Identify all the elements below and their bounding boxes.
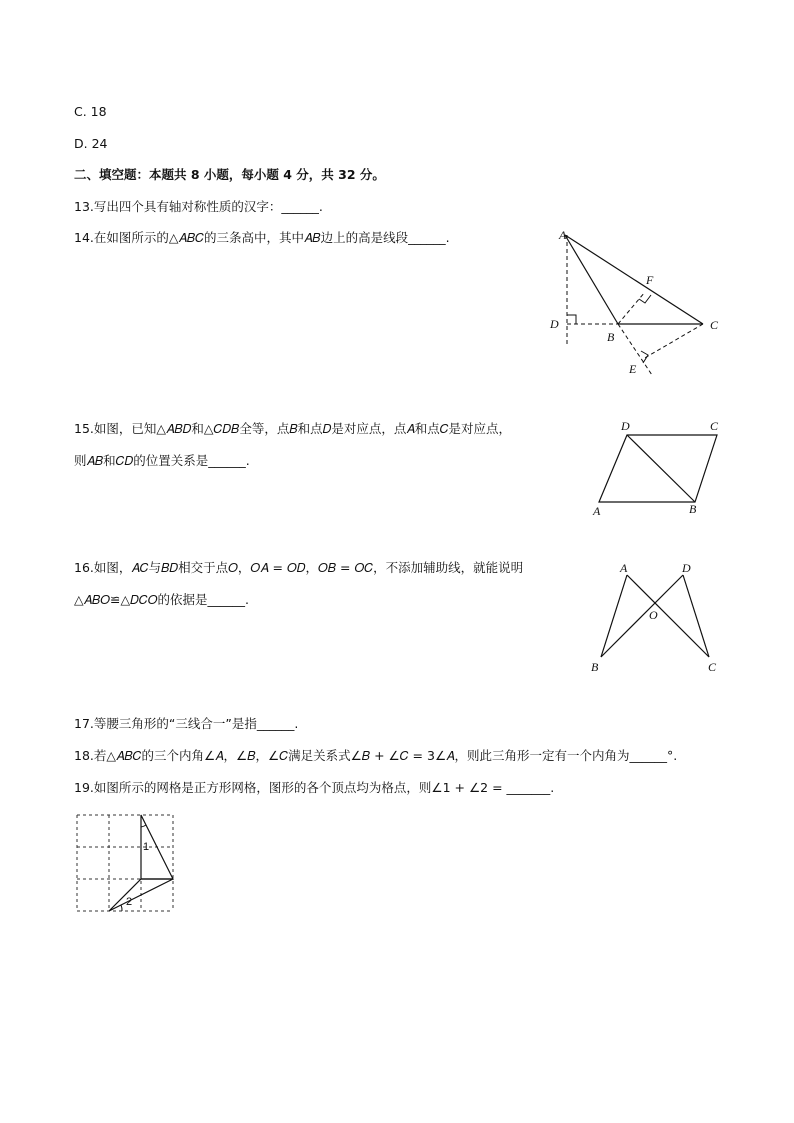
fig14-label-e: E xyxy=(629,362,637,376)
option-d: D. 24 xyxy=(74,136,108,151)
fig19-label-angle-2: 2 xyxy=(126,896,133,908)
fig14-side-ac xyxy=(565,235,703,324)
fig16-line-ac xyxy=(627,575,709,657)
fig16-label-o: O xyxy=(649,608,658,622)
fig19-label-angle-1: 1 xyxy=(143,841,150,853)
fig16-label-a: A xyxy=(620,561,628,575)
fig16-label-b: B xyxy=(591,660,599,674)
figure-15 xyxy=(585,415,725,520)
fig15-parallelogram xyxy=(599,435,717,502)
fig16-label-c: C xyxy=(708,660,717,674)
question-15-line-1: 15.如图，已知△𝐴𝐵𝐷和△𝐶𝐷𝐵全等，点𝐵和点𝐷是对应点，点𝐴和点𝐶是对应点， xyxy=(74,421,512,436)
question-19: 19.如图所示的网格是正方形网格，图形的各个顶点均为格点，则∠1 + ∠2 = _______. xyxy=(74,780,555,795)
fig15-label-a: A xyxy=(593,504,601,518)
section-heading: 二、填空题：本题共 8 小题，每小题 4 分，共 32 分。 xyxy=(74,167,385,182)
fig14-label-b: B xyxy=(607,330,615,344)
fig14-right-angle-e xyxy=(641,351,648,363)
fig15-label-b: B xyxy=(689,502,697,516)
fig14-dashed-bf xyxy=(618,292,645,324)
fig15-label-d: D xyxy=(621,419,630,433)
fig14-label-f: F xyxy=(646,273,654,287)
question-15-line-2: 则𝐴𝐵和𝐶𝐷的位置关系是______. xyxy=(74,453,250,468)
fig14-label-a: A xyxy=(559,228,567,242)
fig14-label-c: C xyxy=(710,318,719,332)
question-16-line-2: △𝐴𝐵𝑂≌△𝐷𝐶𝑂的依据是______. xyxy=(74,592,249,607)
question-17: 17.等腰三角形的“三线合一”是指______. xyxy=(74,716,299,731)
fig16-line-db xyxy=(601,575,683,657)
fig14-label-d: D xyxy=(550,317,559,331)
fig19-angle-1-arc xyxy=(141,825,146,827)
fig14-right-angle-d xyxy=(567,315,576,324)
fig14-dashed-ce xyxy=(643,324,703,359)
question-18: 18.若△𝐴𝐵𝐶的三个内角∠𝐴，∠𝐵，∠𝐶满足关系式∠𝐵 + ∠𝐶 = 3∠𝐴，则此三角形一定有一个内角为______°. xyxy=(74,748,678,763)
figure-14 xyxy=(545,225,730,380)
figure-16 xyxy=(585,557,725,677)
question-13: 13.写出四个具有轴对称性质的汉字：______. xyxy=(74,199,323,214)
fig19-angle-2-arc xyxy=(121,905,122,911)
fig15-diagonal-db xyxy=(627,435,695,502)
fig15-label-c: C xyxy=(710,419,719,433)
fig16-label-d: D xyxy=(682,561,691,575)
fig14-right-angle-f xyxy=(639,295,651,303)
figure-19 xyxy=(74,812,178,916)
fig19-grid xyxy=(77,815,173,911)
question-14: 14.在如图所示的△𝐴𝐵𝐶的三条高中，其中𝐴𝐵边上的高是线段______. xyxy=(74,230,450,245)
option-c: C. 18 xyxy=(74,104,107,119)
question-16-line-1: 16.如图，𝐴𝐶与𝐵𝐷相交于点𝑂，𝑂𝐴 = 𝑂𝐷，𝑂𝐵 = 𝑂𝐶，不添加辅助线，就能说明 xyxy=(74,560,524,575)
fig14-side-ab xyxy=(565,235,618,324)
